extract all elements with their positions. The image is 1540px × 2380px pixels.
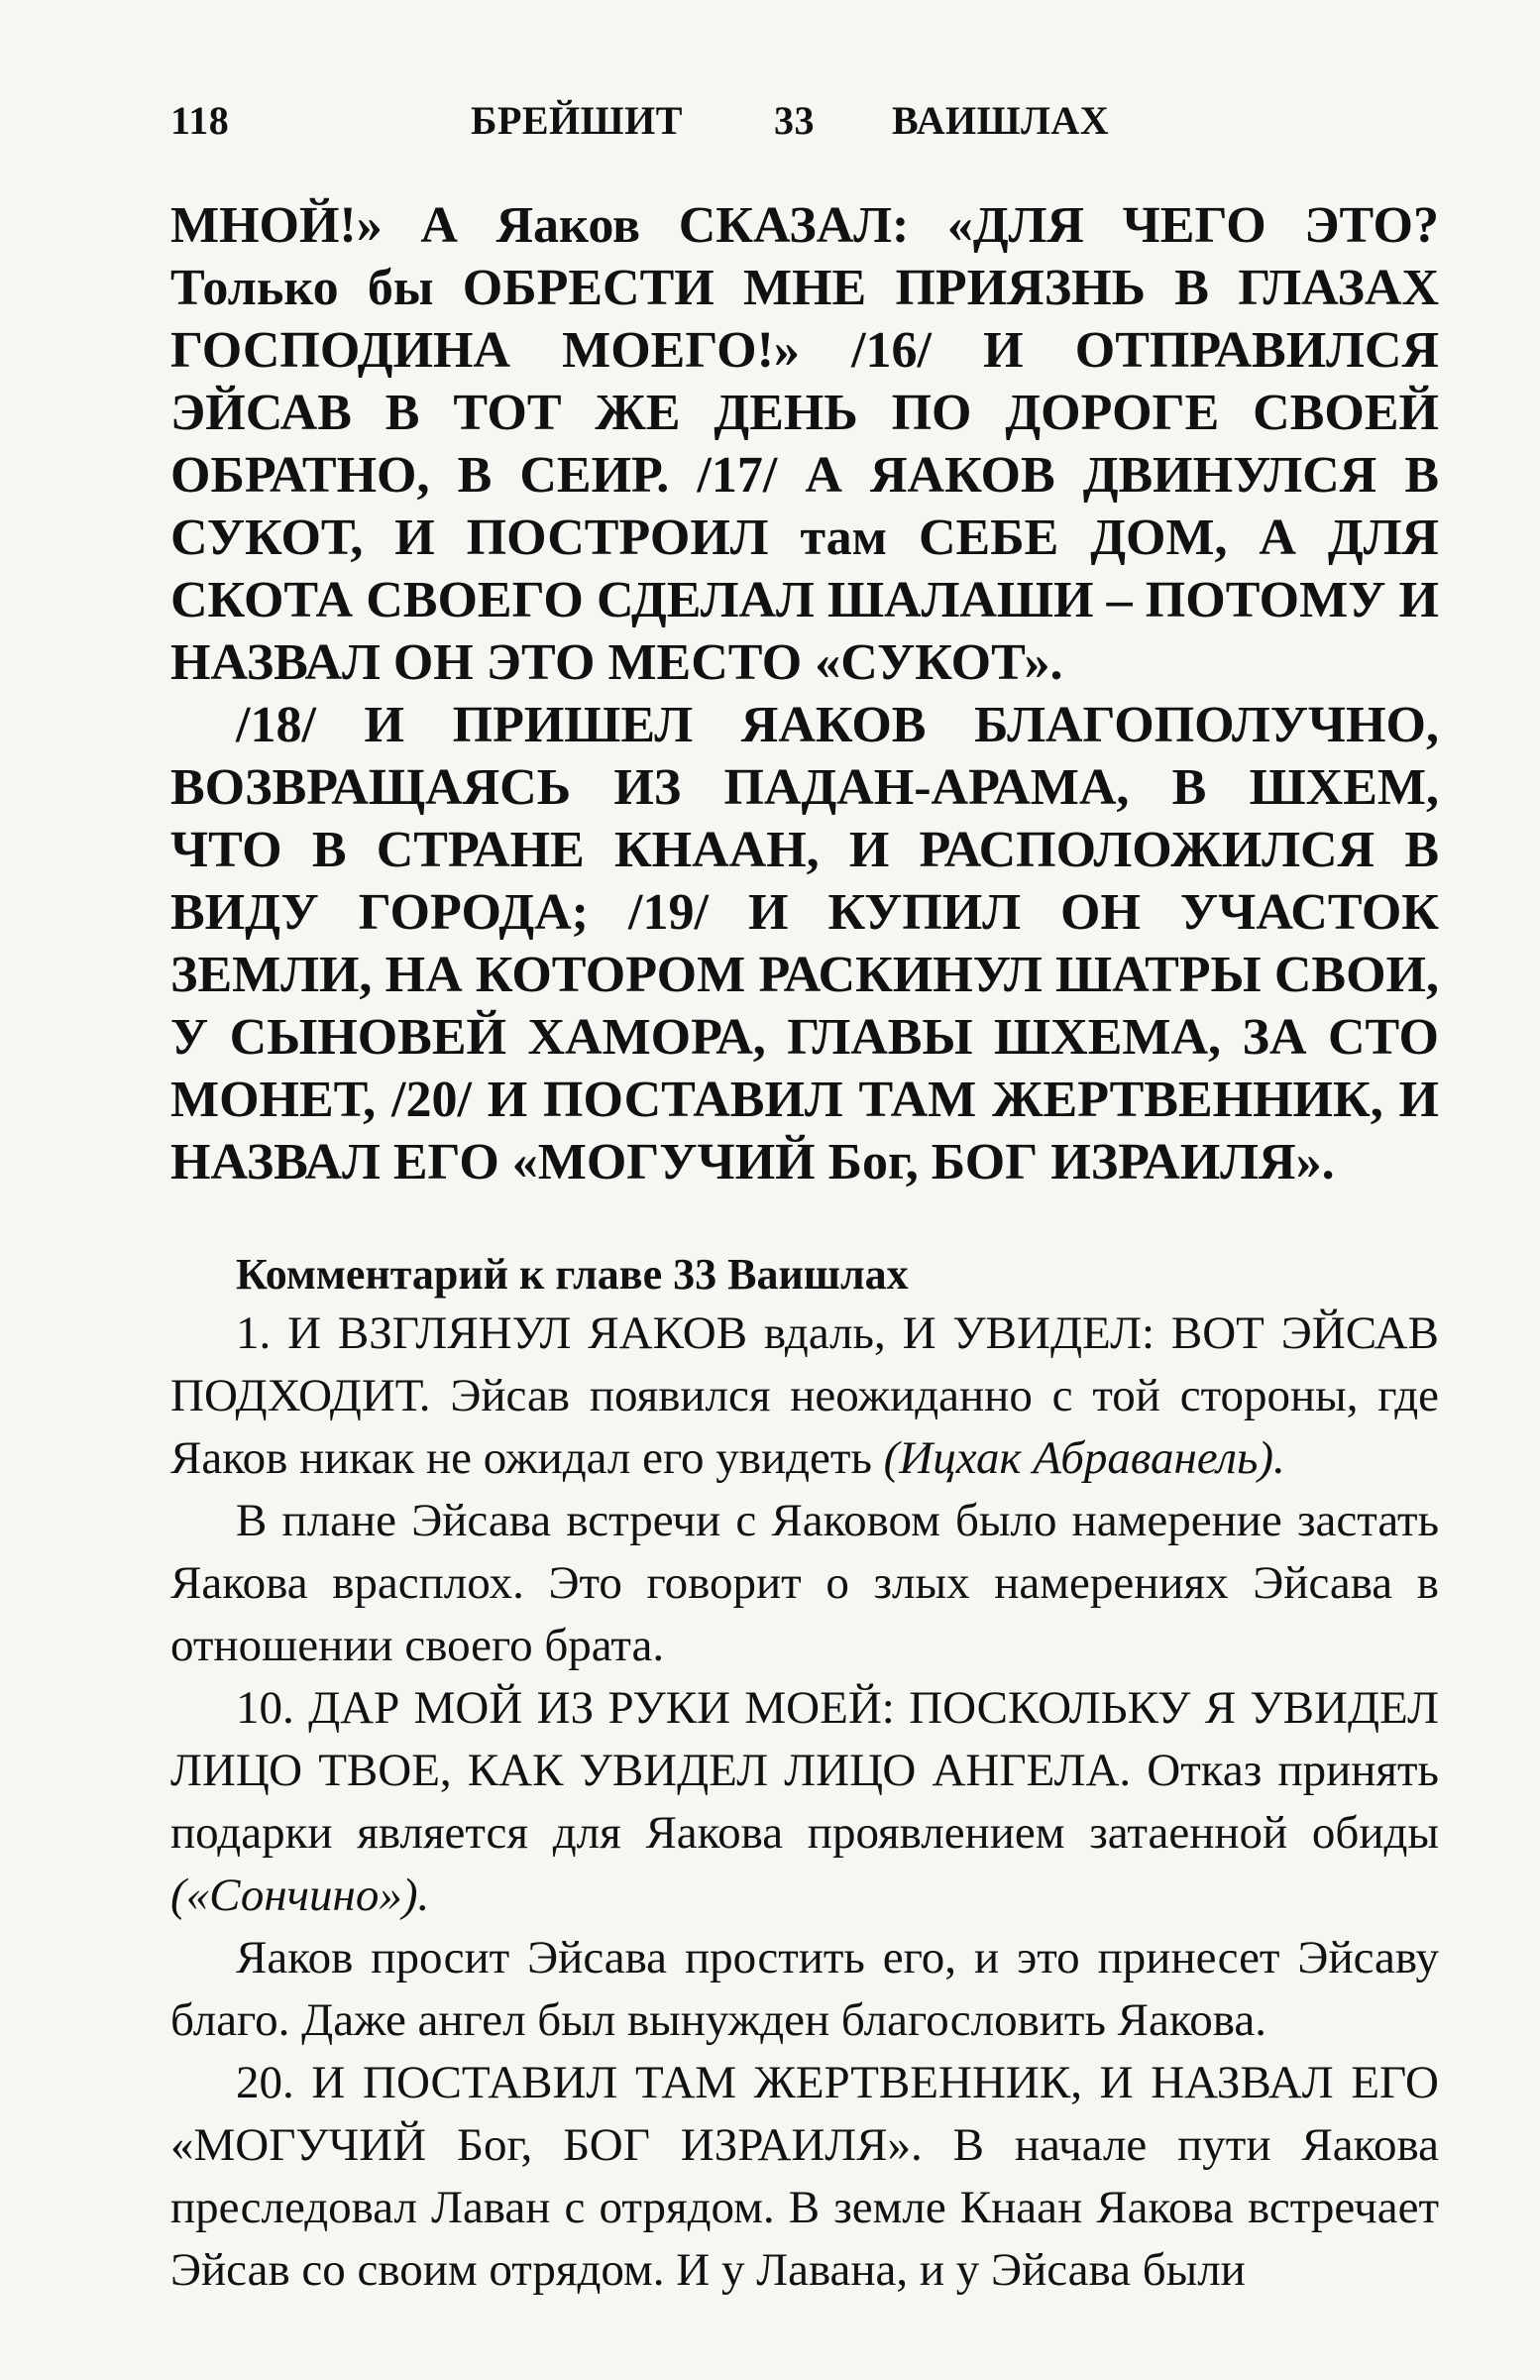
page-number: 118 [170,98,230,143]
commentary-body: 10. ДАР МОЙ ИЗ РУКИ МОЕЙ: ПОСКОЛЬКУ Я УВИДЕЛ ЛИЦО ТВОЕ, КАК УВИДЕЛ ЛИЦО АНГЕЛА. Отказ принять подарки является для Яакова проявлением затаенной обиды [170,1682,1439,1859]
scripture-paragraph: /18/ И ПРИШЕЛ ЯАКОВ БЛАГОПОЛУЧНО, ВОЗВРАЩАЯСЬ ИЗ ПАДАН-АРАМА, В ШХЕМ, ЧТО В СТРАНЕ КНААН, И РАСПОЛОЖИЛСЯ В ВИДУ ГОРОДА; /19/ И КУПИЛ ОН УЧАСТОК ЗЕМЛИ, НА КОТОРОМ РАСКИНУЛ ШАТРЫ СВОИ, У СЫНОВЕЙ ХАМОРА, ГЛАВЫ ШХЕМА, ЗА СТО МОНЕТ, /20/ И ПОСТАВИЛ ТАМ ЖЕРТВЕННИК, И НАЗВАЛ ЕГО «МОГУЧИЙ Бог, БОГ ИЗРАИЛЯ». [170,697,1439,1190]
header-book-title: БРЕЙШИТ [471,98,683,143]
scripture-text [170,194,1439,1193]
running-header [170,91,1439,151]
commentary-body: 1. И ВЗГЛЯНУЛ ЯАКОВ вдаль, И УВИДЕЛ: ВОТ ЭЙСАВ ПОДХОДИТ. Эйсав появился неожиданно с той стороны, где Яаков никак не ожидал его увидеть [170,1307,1439,1484]
commentary-paragraph: В плане Эйсава встречи с Яаковом было намерение застать Яакова врасплох. Это говорит о злых намерениях Эйсава в отношении своего брата. [170,1495,1439,1671]
header-chapter-number: 33 [774,98,815,143]
commentary-paragraph [170,1303,1439,1490]
scripture-paragraph: МНОЙ!» А Яаков СКАЗАЛ: «ДЛЯ ЧЕГО ЭТО? Только бы ОБРЕСТИ МНЕ ПРИЯЗНЬ В ГЛАЗАХ ГОСПОДИНА МОЕГО!» /16/ И ОТПРАВИЛСЯ ЭЙСАВ В ТОТ ЖЕ ДЕНЬ ПО ДОРОГЕ СВОЕЙ ОБРАТНО, В СЕИР. /17/ А ЯАКОВ ДВИНУЛСЯ В СУКОТ, И ПОСТРОИЛ там СЕБЕ ДОМ, А ДЛЯ СКОТА СВОЕГО СДЕЛАЛ ШАЛАШИ – ПОТОМУ И НАЗВАЛ ОН ЭТО МЕСТО «СУКОТ». [170,197,1439,691]
commentary-paragraph: 20. И ПОСТАВИЛ ТАМ ЖЕРТВЕННИК, И НАЗВАЛ ЕГО «МОГУЧИЙ Бог, БОГ ИЗРАИЛЯ». В начале пути Яакова преследовал Лаван с отрядом. В земле Кнаан Яакова встречает Эйсав со своим отрядом. И у Лавана, и у Эйсава были [170,2057,1439,2296]
commentary-paragraph [170,1677,1439,1927]
header-portion-name: ВАИШЛАХ [892,98,1110,143]
commentary-text [170,1303,1439,2302]
commentary-source: (Ицхак Абраванель). [883,1432,1285,1484]
book-page [170,91,1439,2351]
commentary-source: («Сончино»). [170,1870,430,1921]
commentary-heading: Комментарий к главе 33 Ваишлах [236,1250,909,1299]
commentary-paragraph: Яаков просит Эйсава простить его, и это принесет Эйсаву благо. Даже ангел был вынужден благословить Яакова. [170,1932,1439,2046]
